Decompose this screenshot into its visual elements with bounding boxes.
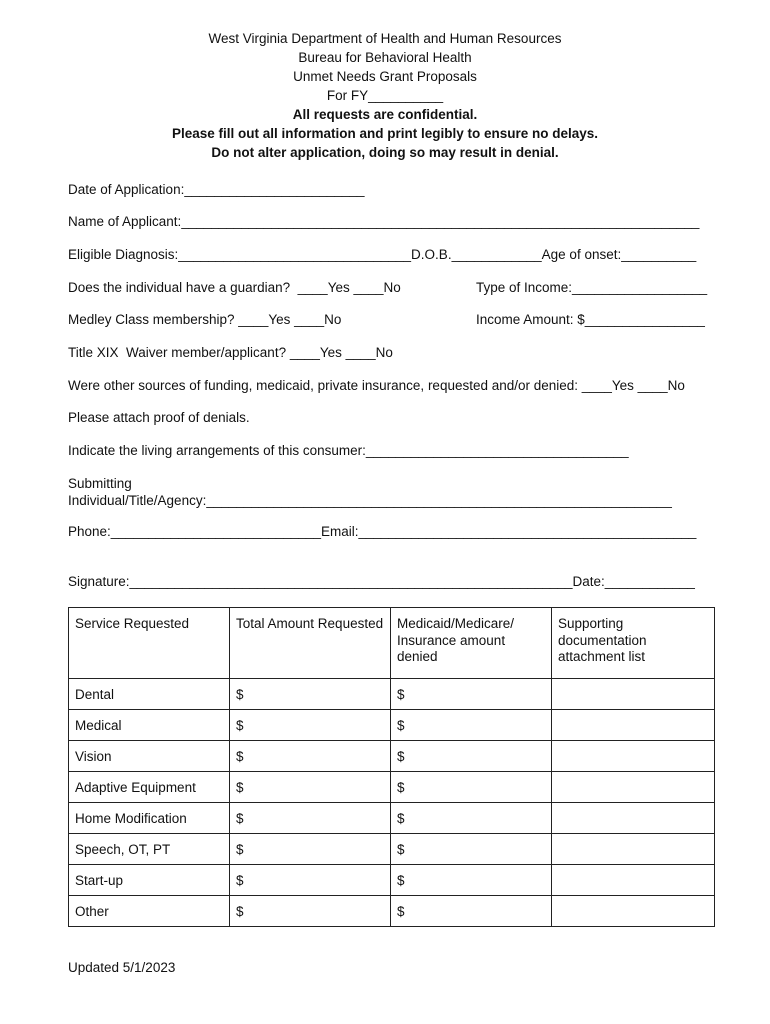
- header-grant-title: Unmet Needs Grant Proposals: [293, 69, 477, 84]
- table-row: [69, 834, 715, 865]
- total-amount-cell[interactable]: $: [230, 834, 391, 865]
- table-row: [69, 772, 715, 803]
- service-cell: Medical: [69, 710, 230, 741]
- supporting-docs-cell[interactable]: [552, 803, 715, 834]
- service-cell: Speech, OT, PT: [69, 834, 230, 865]
- header-supporting-docs: Supporting documentation attachment list: [552, 608, 715, 679]
- amount-denied-cell[interactable]: $: [391, 710, 552, 741]
- amount-denied-cell[interactable]: $: [391, 865, 552, 896]
- header-service-requested: Service Requested: [69, 608, 230, 679]
- medley-class-field[interactable]: Medley Class membership? ____Yes ____No: [68, 312, 342, 327]
- signature-field[interactable]: Signature:___________________________________________________________Date:____________: [68, 574, 695, 589]
- amount-denied-cell[interactable]: $: [391, 772, 552, 803]
- supporting-docs-cell[interactable]: [552, 865, 715, 896]
- table-row: [69, 896, 715, 927]
- services-table: [68, 607, 715, 927]
- date-of-application-field[interactable]: Date of Application:________________________: [68, 182, 365, 197]
- amount-denied-cell[interactable]: $: [391, 741, 552, 772]
- table-row: [69, 741, 715, 772]
- supporting-docs-cell[interactable]: [552, 772, 715, 803]
- living-arrangements-field[interactable]: Indicate the living arrangements of this consumer:___________________________________: [68, 443, 629, 458]
- service-cell: Vision: [69, 741, 230, 772]
- income-amount-field[interactable]: Income Amount: $________________: [476, 312, 705, 327]
- total-amount-cell[interactable]: $: [230, 741, 391, 772]
- supporting-docs-cell[interactable]: [552, 710, 715, 741]
- header-department: West Virginia Department of Health and Human Resources: [208, 31, 562, 46]
- header-alteration-warning: Do not alter application, doing so may result in denial.: [211, 145, 559, 160]
- total-amount-cell[interactable]: $: [230, 803, 391, 834]
- updated-date: Updated 5/1/2023: [68, 960, 176, 975]
- header-fiscal-year: For FY__________: [326, 88, 444, 103]
- header-total-amount: Total Amount Requested: [230, 608, 391, 679]
- name-of-applicant-field[interactable]: Name of Applicant:_____________________________________________________________________: [68, 214, 700, 229]
- type-of-income-field[interactable]: Type of Income:__________________: [476, 280, 708, 295]
- amount-denied-cell[interactable]: $: [391, 896, 552, 927]
- form-header: [0, 29, 770, 162]
- title-xix-field[interactable]: Title XIX Waiver member/applicant? ____Yes ____No: [68, 345, 393, 360]
- supporting-docs-cell[interactable]: [552, 834, 715, 865]
- total-amount-cell[interactable]: $: [230, 710, 391, 741]
- guardian-field[interactable]: Does the individual have a guardian? ____Yes ____No: [68, 280, 401, 295]
- submitting-label: Submitting: [68, 476, 132, 491]
- table-header-row: [69, 608, 715, 679]
- table-row: [69, 865, 715, 896]
- supporting-docs-cell[interactable]: [552, 896, 715, 927]
- service-cell: Adaptive Equipment: [69, 772, 230, 803]
- other-sources-field[interactable]: Were other sources of funding, medicaid, private insurance, requested and/or denied: ____Yes ____No: [68, 378, 685, 393]
- header-confidential-note: All requests are confidential.: [292, 107, 478, 122]
- attach-proof-note: Please attach proof of denials.: [68, 410, 250, 425]
- service-cell: Start-up: [69, 865, 230, 896]
- service-cell: Other: [69, 896, 230, 927]
- header-bureau: Bureau for Behavioral Health: [298, 50, 472, 65]
- total-amount-cell[interactable]: $: [230, 772, 391, 803]
- table-row: [69, 803, 715, 834]
- eligible-diagnosis-field[interactable]: Eligible Diagnosis:_______________________________D.O.B.____________Age of onset:__________: [68, 247, 697, 262]
- header-legibility-note: Please fill out all information and print legibly to ensure no delays.: [171, 126, 599, 141]
- total-amount-cell[interactable]: $: [230, 896, 391, 927]
- amount-denied-cell[interactable]: $: [391, 834, 552, 865]
- supporting-docs-cell[interactable]: [552, 741, 715, 772]
- service-cell: Dental: [69, 679, 230, 710]
- total-amount-cell[interactable]: $: [230, 679, 391, 710]
- table-row: [69, 710, 715, 741]
- submitting-agency-field[interactable]: Individual/Title/Agency:______________________________________________________________: [68, 493, 672, 508]
- total-amount-cell[interactable]: $: [230, 865, 391, 896]
- amount-denied-cell[interactable]: $: [391, 803, 552, 834]
- table-row: [69, 679, 715, 710]
- amount-denied-cell[interactable]: $: [391, 679, 552, 710]
- service-cell: Home Modification: [69, 803, 230, 834]
- header-amount-denied: Medicaid/Medicare/ Insurance amount denied: [391, 608, 552, 679]
- supporting-docs-cell[interactable]: [552, 679, 715, 710]
- phone-email-field[interactable]: Phone:____________________________Email:_____________________________________________: [68, 524, 697, 539]
